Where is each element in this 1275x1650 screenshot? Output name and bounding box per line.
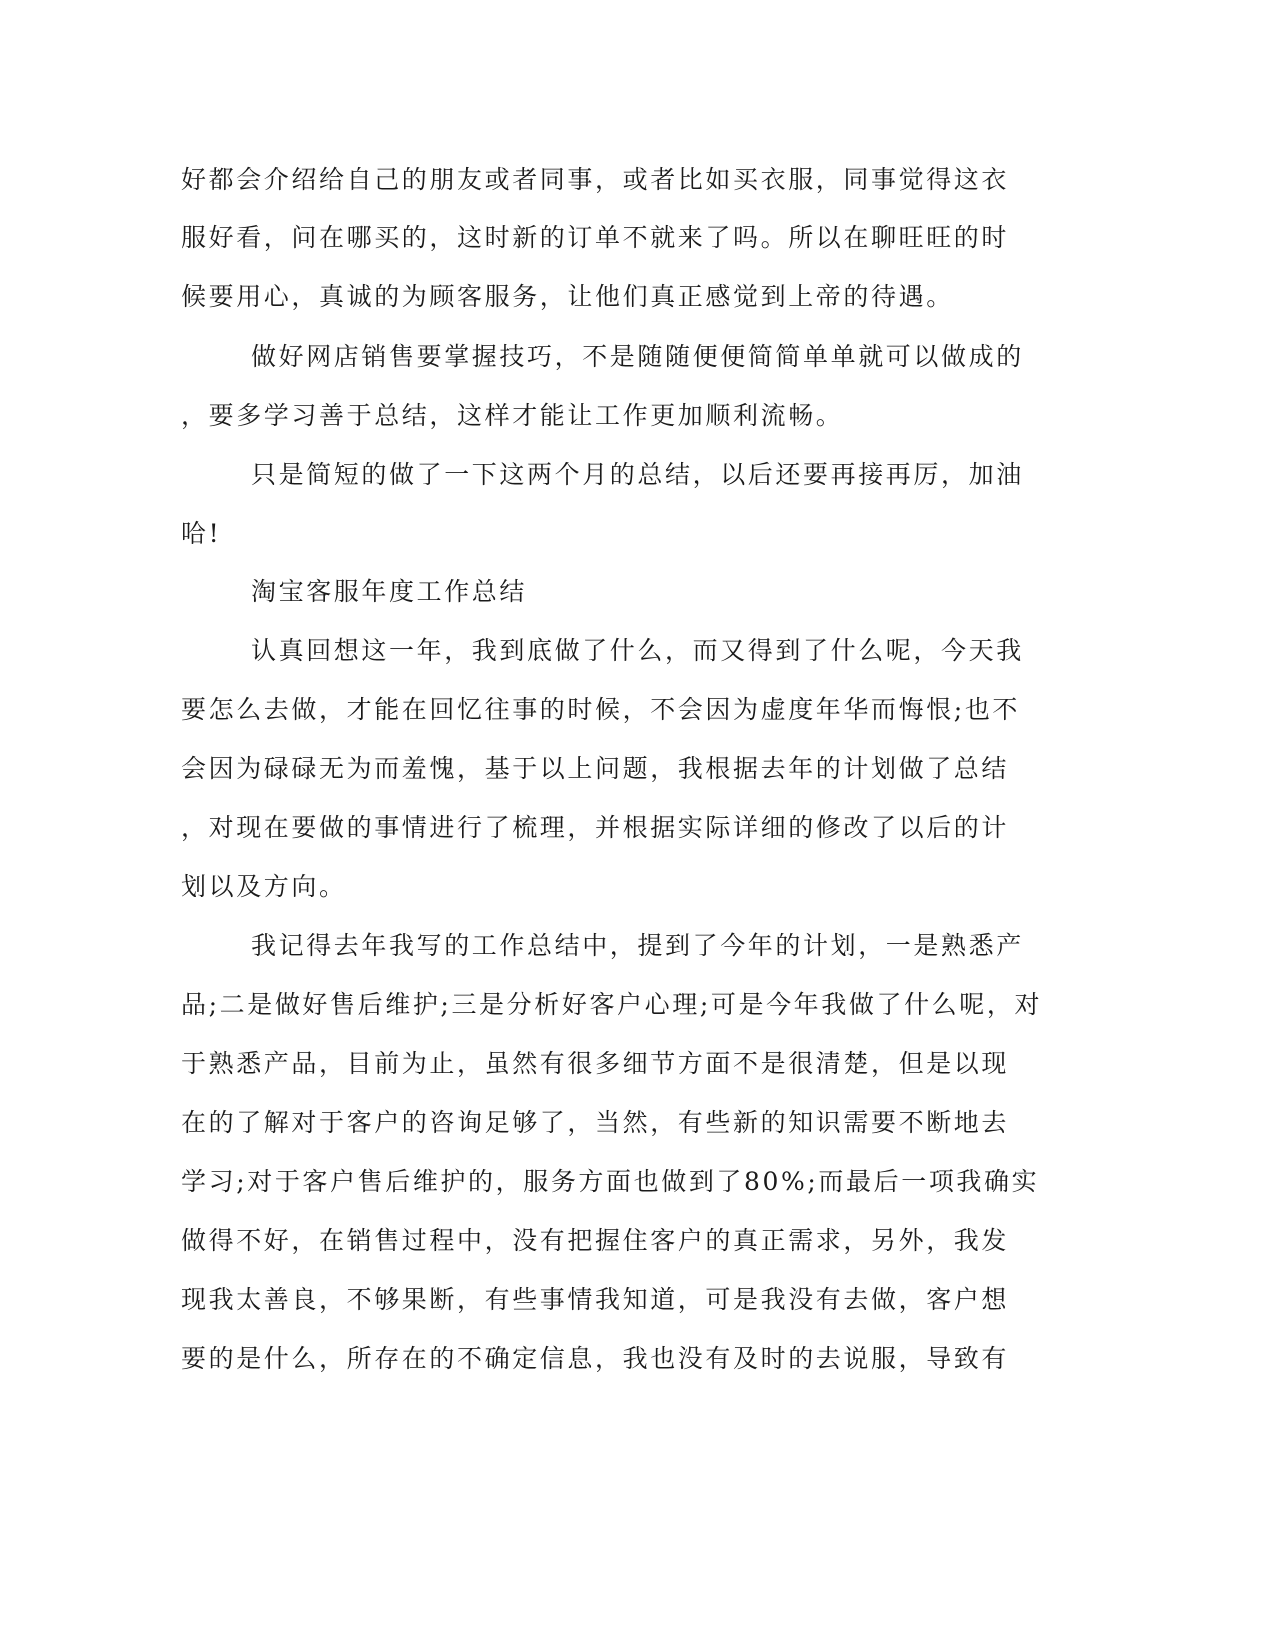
text-line: 做好网店销售要掌握技巧，不是随随便便简简单单就可以做成的	[251, 342, 1024, 371]
text-line: ，对现在要做的事情进行了梳理，并根据实际详细的修改了以后的计	[181, 813, 1010, 842]
text-line: 服好看，问在哪买的，这时新的订单不就来了吗。所以在聊旺旺的时	[181, 223, 1010, 252]
text-line: 我记得去年我写的工作总结中，提到了今年的计划，一是熟悉产	[251, 931, 1024, 960]
text-line: 要怎么去做，才能在回忆往事的时候，不会因为虚度年华而悔恨;也不	[181, 695, 1021, 724]
text-line: 会因为碌碌无为而羞愧，基于以上问题，我根据去年的计划做了总结	[181, 754, 1010, 783]
text-line: 划以及方向。	[181, 872, 347, 901]
text-line: 候要用心，真诚的为顾客服务，让他们真正感觉到上帝的待遇。	[181, 282, 954, 311]
text-line: 品;二是做好售后维护;三是分析好客户心理;可是今年我做了什么呢，对	[181, 990, 1043, 1019]
text-line: 只是简短的做了一下这两个月的总结，以后还要再接再厉，加油	[251, 460, 1024, 489]
text-line: 现我太善良，不够果断，有些事情我知道，可是我没有去做，客户想	[181, 1285, 1010, 1314]
section-heading: 淘宝客服年度工作总结	[251, 577, 528, 606]
text-line: 哈!	[181, 519, 222, 548]
text-line: 认真回想这一年，我到底做了什么，而又得到了什么呢，今天我	[251, 636, 1024, 665]
text-line: 要的是什么，所存在的不确定信息，我也没有及时的去说服，导致有	[181, 1344, 1010, 1373]
text-line: ，要多学习善于总结，这样才能让工作更加顺利流畅。	[181, 401, 844, 430]
text-line: 学习;对于客户售后维护的，服务方面也做到了80%;而最后一项我确实	[181, 1167, 1040, 1196]
text-line: 于熟悉产品，目前为止，虽然有很多细节方面不是很清楚，但是以现	[181, 1049, 1010, 1078]
text-line: 做得不好，在销售过程中，没有把握住客户的真正需求，另外，我发	[181, 1226, 1010, 1255]
text-line: 在的了解对于客户的咨询足够了，当然，有些新的知识需要不断地去	[181, 1108, 1010, 1137]
text-line: 好都会介绍给自己的朋友或者同事，或者比如买衣服，同事觉得这衣	[181, 165, 1010, 194]
